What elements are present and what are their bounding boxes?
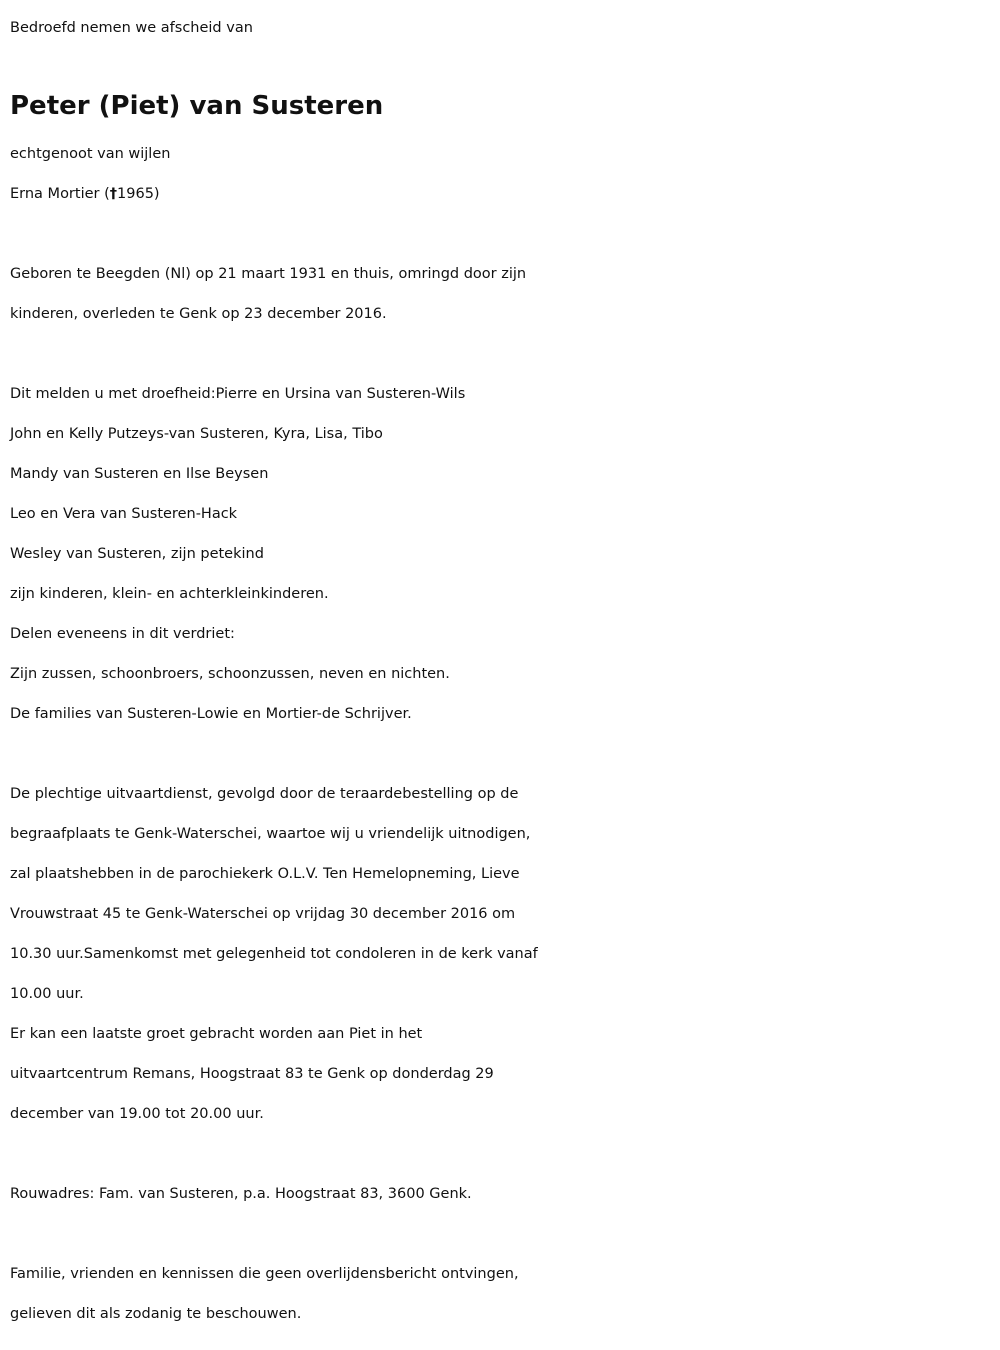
deceased-name: Peter (Piet) van Susteren [10,91,384,121]
family-paragraph [10,374,995,734]
ceremony-line: zal plaatshebben in de parochiekerk O.L.V. Ten Hemelopneming, Lieve [10,866,520,882]
spouse-name: Erna Mortier ( [10,186,110,202]
intro-text: Bedroefd nemen we afscheid van [10,20,253,36]
cross-icon: † [109,186,118,202]
ceremony-line: Vrouwstraat 45 te Genk-Waterschei op vrijdag 30 december 2016 om [10,906,516,922]
closing-line: gelieven dit als zodanig te beschouwen. [10,1306,302,1322]
ceremony-line: De plechtige uitvaartdienst, gevolgd door de teraardebestelling op de [10,786,519,802]
obituary-notice [10,8,995,1334]
mourning-address: Rouwadres: Fam. van Susteren, p.a. Hoogstraat 83, 3600 Genk. [10,1186,472,1202]
spouse-relation: echtgenoot van wijlen [10,146,171,162]
family-line: Leo en Vera van Susteren-Hack [10,506,238,522]
family-line: Wesley van Susteren, zijn petekind [10,546,264,562]
birth-death-paragraph [10,254,995,334]
closing-line: Familie, vrienden en kennissen die geen overlijdensbericht ontvingen, [10,1266,519,1282]
family-line: John en Kelly Putzeys-van Susteren, Kyra, Lisa, Tibo [10,426,383,442]
family-line: Delen eveneens in dit verdriet: [10,626,235,642]
mourning-address-paragraph [10,1174,995,1214]
family-line: zijn kinderen, klein- en achterkleinkinderen. [10,586,329,602]
spouse-name-line [10,174,995,214]
paragraph-line: kinderen, overleden te Genk op 23 december 2016. [10,306,387,322]
family-line: De families van Susteren-Lowie en Mortier-de Schrijver. [10,706,412,722]
ceremony-line: 10.00 uur. [10,986,84,1002]
ceremony-line: 10.30 uur.Samenkomst met gelegenheid tot condoleren in de kerk vanaf [10,946,538,962]
spouse-death-year: 1965) [117,186,160,202]
family-line: Zijn zussen, schoonbroers, schoonzussen, neven en nichten. [10,666,450,682]
ceremony-line: Er kan een laatste groet gebracht worden aan Piet in het [10,1026,423,1042]
ceremony-paragraph [10,774,995,1134]
family-line: Dit melden u met droefheid:Pierre en Ursina van Susteren-Wils [10,386,466,402]
ceremony-line: begraafplaats te Genk-Waterschei, waartoe wij u vriendelijk uitnodigen, [10,826,531,842]
closing-paragraph [10,1254,995,1334]
ceremony-line: december van 19.00 tot 20.00 uur. [10,1106,264,1122]
family-line: Mandy van Susteren en Ilse Beysen [10,466,269,482]
paragraph-line: Geboren te Beegden (Nl) op 21 maart 1931 en thuis, omringd door zijn [10,266,527,282]
ceremony-line: uitvaartcentrum Remans, Hoogstraat 83 te Genk op donderdag 29 [10,1066,494,1082]
